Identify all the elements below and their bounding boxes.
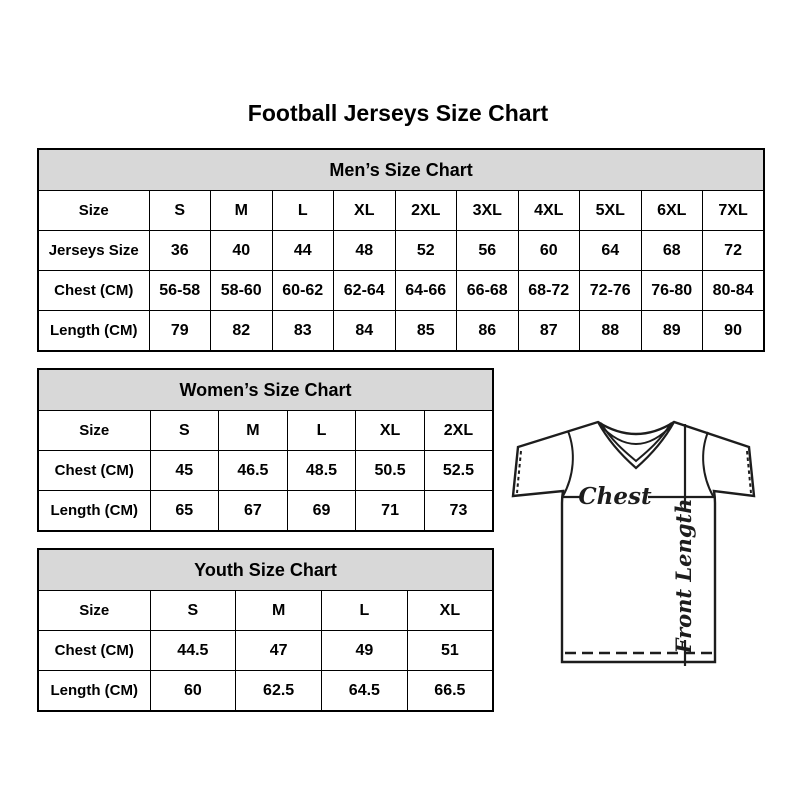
mens-table-body [38,191,764,352]
value-cell: 56-58 [149,271,211,311]
value-cell: 64.5 [322,671,408,712]
value-cell: 6XL [641,191,703,231]
value-cell: M [219,411,288,451]
value-cell: M [211,191,273,231]
value-cell: 62.5 [236,671,322,712]
row-label-cell: Chest (CM) [38,451,150,491]
front-length-label: Front Length [671,498,696,654]
value-cell: 56 [457,231,519,271]
row-label-cell: Size [38,191,149,231]
row-label-cell: Chest (CM) [38,271,149,311]
value-cell: 64 [580,231,642,271]
value-cell: 82 [211,311,273,352]
row-label-cell: Size [38,411,150,451]
value-cell: S [150,591,236,631]
value-cell: 46.5 [219,451,288,491]
value-cell: 62-64 [334,271,396,311]
value-cell: 64-66 [395,271,457,311]
value-cell: 7XL [703,191,765,231]
womens-size-table [37,368,494,532]
value-cell: L [287,411,356,451]
value-cell: 2XL [395,191,457,231]
youth-table-body [38,591,493,712]
value-cell: 45 [150,451,219,491]
row-label-cell: Length (CM) [38,491,150,532]
table-row [38,451,493,491]
row-label-cell: Size [38,591,150,631]
table-row [38,231,764,271]
value-cell: 60 [150,671,236,712]
youth-size-table [37,548,494,712]
table-row [38,271,764,311]
value-cell: S [150,411,219,451]
value-cell: 69 [287,491,356,532]
value-cell: 4XL [518,191,580,231]
value-cell: 49 [322,631,408,671]
womens-table-title: Women’s Size Chart [38,369,493,411]
value-cell: 58-60 [211,271,273,311]
value-cell: 80-84 [703,271,765,311]
value-cell: XL [334,191,396,231]
table-header-row [38,369,493,411]
value-cell: 48 [334,231,396,271]
mens-size-table [37,148,765,352]
value-cell: 72 [703,231,765,271]
value-cell: 3XL [457,191,519,231]
jersey-measurement-diagram [500,400,768,678]
value-cell: 50.5 [356,451,425,491]
page-title: Football Jerseys Size Chart [247,100,549,126]
table-row [38,311,764,352]
value-cell: XL [407,591,493,631]
value-cell: 68 [641,231,703,271]
value-cell: L [272,191,334,231]
value-cell: 89 [641,311,703,352]
value-cell: 51 [407,631,493,671]
value-cell: 66.5 [407,671,493,712]
value-cell: 60 [518,231,580,271]
value-cell: 2XL [424,411,493,451]
value-cell: 47 [236,631,322,671]
value-cell: S [149,191,211,231]
table-row [38,411,493,451]
table-row [38,191,764,231]
value-cell: 86 [457,311,519,352]
value-cell: 72-76 [580,271,642,311]
table-row [38,591,493,631]
value-cell: 44 [272,231,334,271]
value-cell: 71 [356,491,425,532]
value-cell: 60-62 [272,271,334,311]
value-cell: 68-72 [518,271,580,311]
chest-label: Chest [578,483,652,510]
value-cell: 48.5 [287,451,356,491]
row-label-cell: Jerseys Size [38,231,149,271]
value-cell: 44.5 [150,631,236,671]
value-cell: 90 [703,311,765,352]
value-cell: XL [356,411,425,451]
value-cell: M [236,591,322,631]
value-cell: 40 [211,231,273,271]
value-cell: 66-68 [457,271,519,311]
table-row [38,671,493,712]
value-cell: 79 [149,311,211,352]
jersey-illustration [500,400,768,678]
table-header-row [38,149,764,191]
value-cell: 76-80 [641,271,703,311]
table-header-row [38,549,493,591]
table-row [38,491,493,532]
row-label-cell: Chest (CM) [38,631,150,671]
value-cell: 36 [149,231,211,271]
table-row [38,631,493,671]
value-cell: 52.5 [424,451,493,491]
row-label-cell: Length (CM) [38,671,150,712]
value-cell: 52 [395,231,457,271]
womens-table-body [38,411,493,532]
value-cell: 87 [518,311,580,352]
value-cell: 84 [334,311,396,352]
value-cell: L [322,591,408,631]
value-cell: 73 [424,491,493,532]
youth-table-title: Youth Size Chart [38,549,493,591]
value-cell: 85 [395,311,457,352]
value-cell: 65 [150,491,219,532]
value-cell: 83 [272,311,334,352]
value-cell: 88 [580,311,642,352]
value-cell: 5XL [580,191,642,231]
row-label-cell: Length (CM) [38,311,149,352]
value-cell: 67 [219,491,288,532]
mens-table-title: Men’s Size Chart [38,149,764,191]
